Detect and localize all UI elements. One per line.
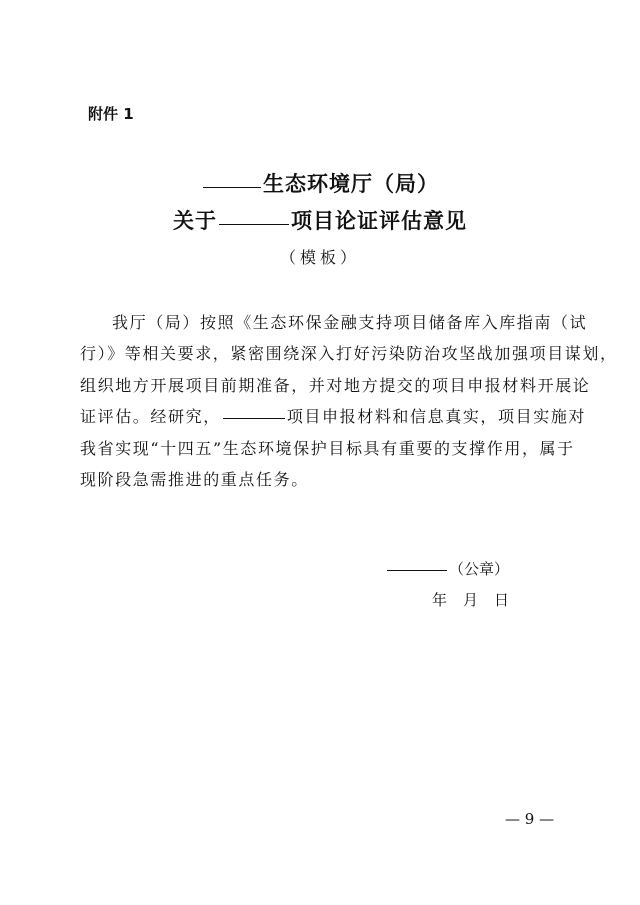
seal-line	[385, 558, 509, 579]
seal-text: （公章）	[449, 560, 510, 578]
document-title-line1	[0, 168, 640, 198]
body-line-3: 组织地方开展项目前期准备，并对地方提交的项目申报材料开展论	[80, 376, 591, 395]
body-line-4-suffix: 项目申报材料和信息真实，项目实施对	[286, 407, 587, 426]
title-blank-project	[219, 223, 289, 225]
page-number: — 9 —	[505, 810, 555, 828]
body-line-2: 行）》等相关要求，紧密围绕深入打好污染防治攻坚战加强项目谋划，	[80, 344, 618, 363]
document-title-line2	[0, 205, 640, 235]
body-line-4-prefix: 证评估。经研究，	[80, 407, 221, 426]
body-line-6: 现阶段急需推进的重点任务。	[80, 470, 309, 489]
body-line-5: 我省实现“十四五”生态环境保护目标具有重要的支撑作用，属于	[80, 439, 575, 458]
title-line2-prefix: 关于	[173, 209, 217, 233]
attachment-label: 附件 1	[88, 105, 134, 123]
title-line2-suffix: 项目论证评估意见	[291, 209, 467, 233]
title-line1-text: 生态环境厅（局）	[263, 172, 439, 196]
title-blank-province	[203, 186, 261, 188]
body-line-4	[80, 404, 587, 427]
date-line: 年月日	[432, 591, 526, 609]
body-line-1: 我厅（局）按照《生态环保金融支持项目储备库入库指南（试	[112, 313, 588, 332]
body-blank-project	[223, 417, 285, 419]
seal-blank	[387, 569, 447, 571]
template-subtitle: （模板）	[279, 248, 360, 267]
